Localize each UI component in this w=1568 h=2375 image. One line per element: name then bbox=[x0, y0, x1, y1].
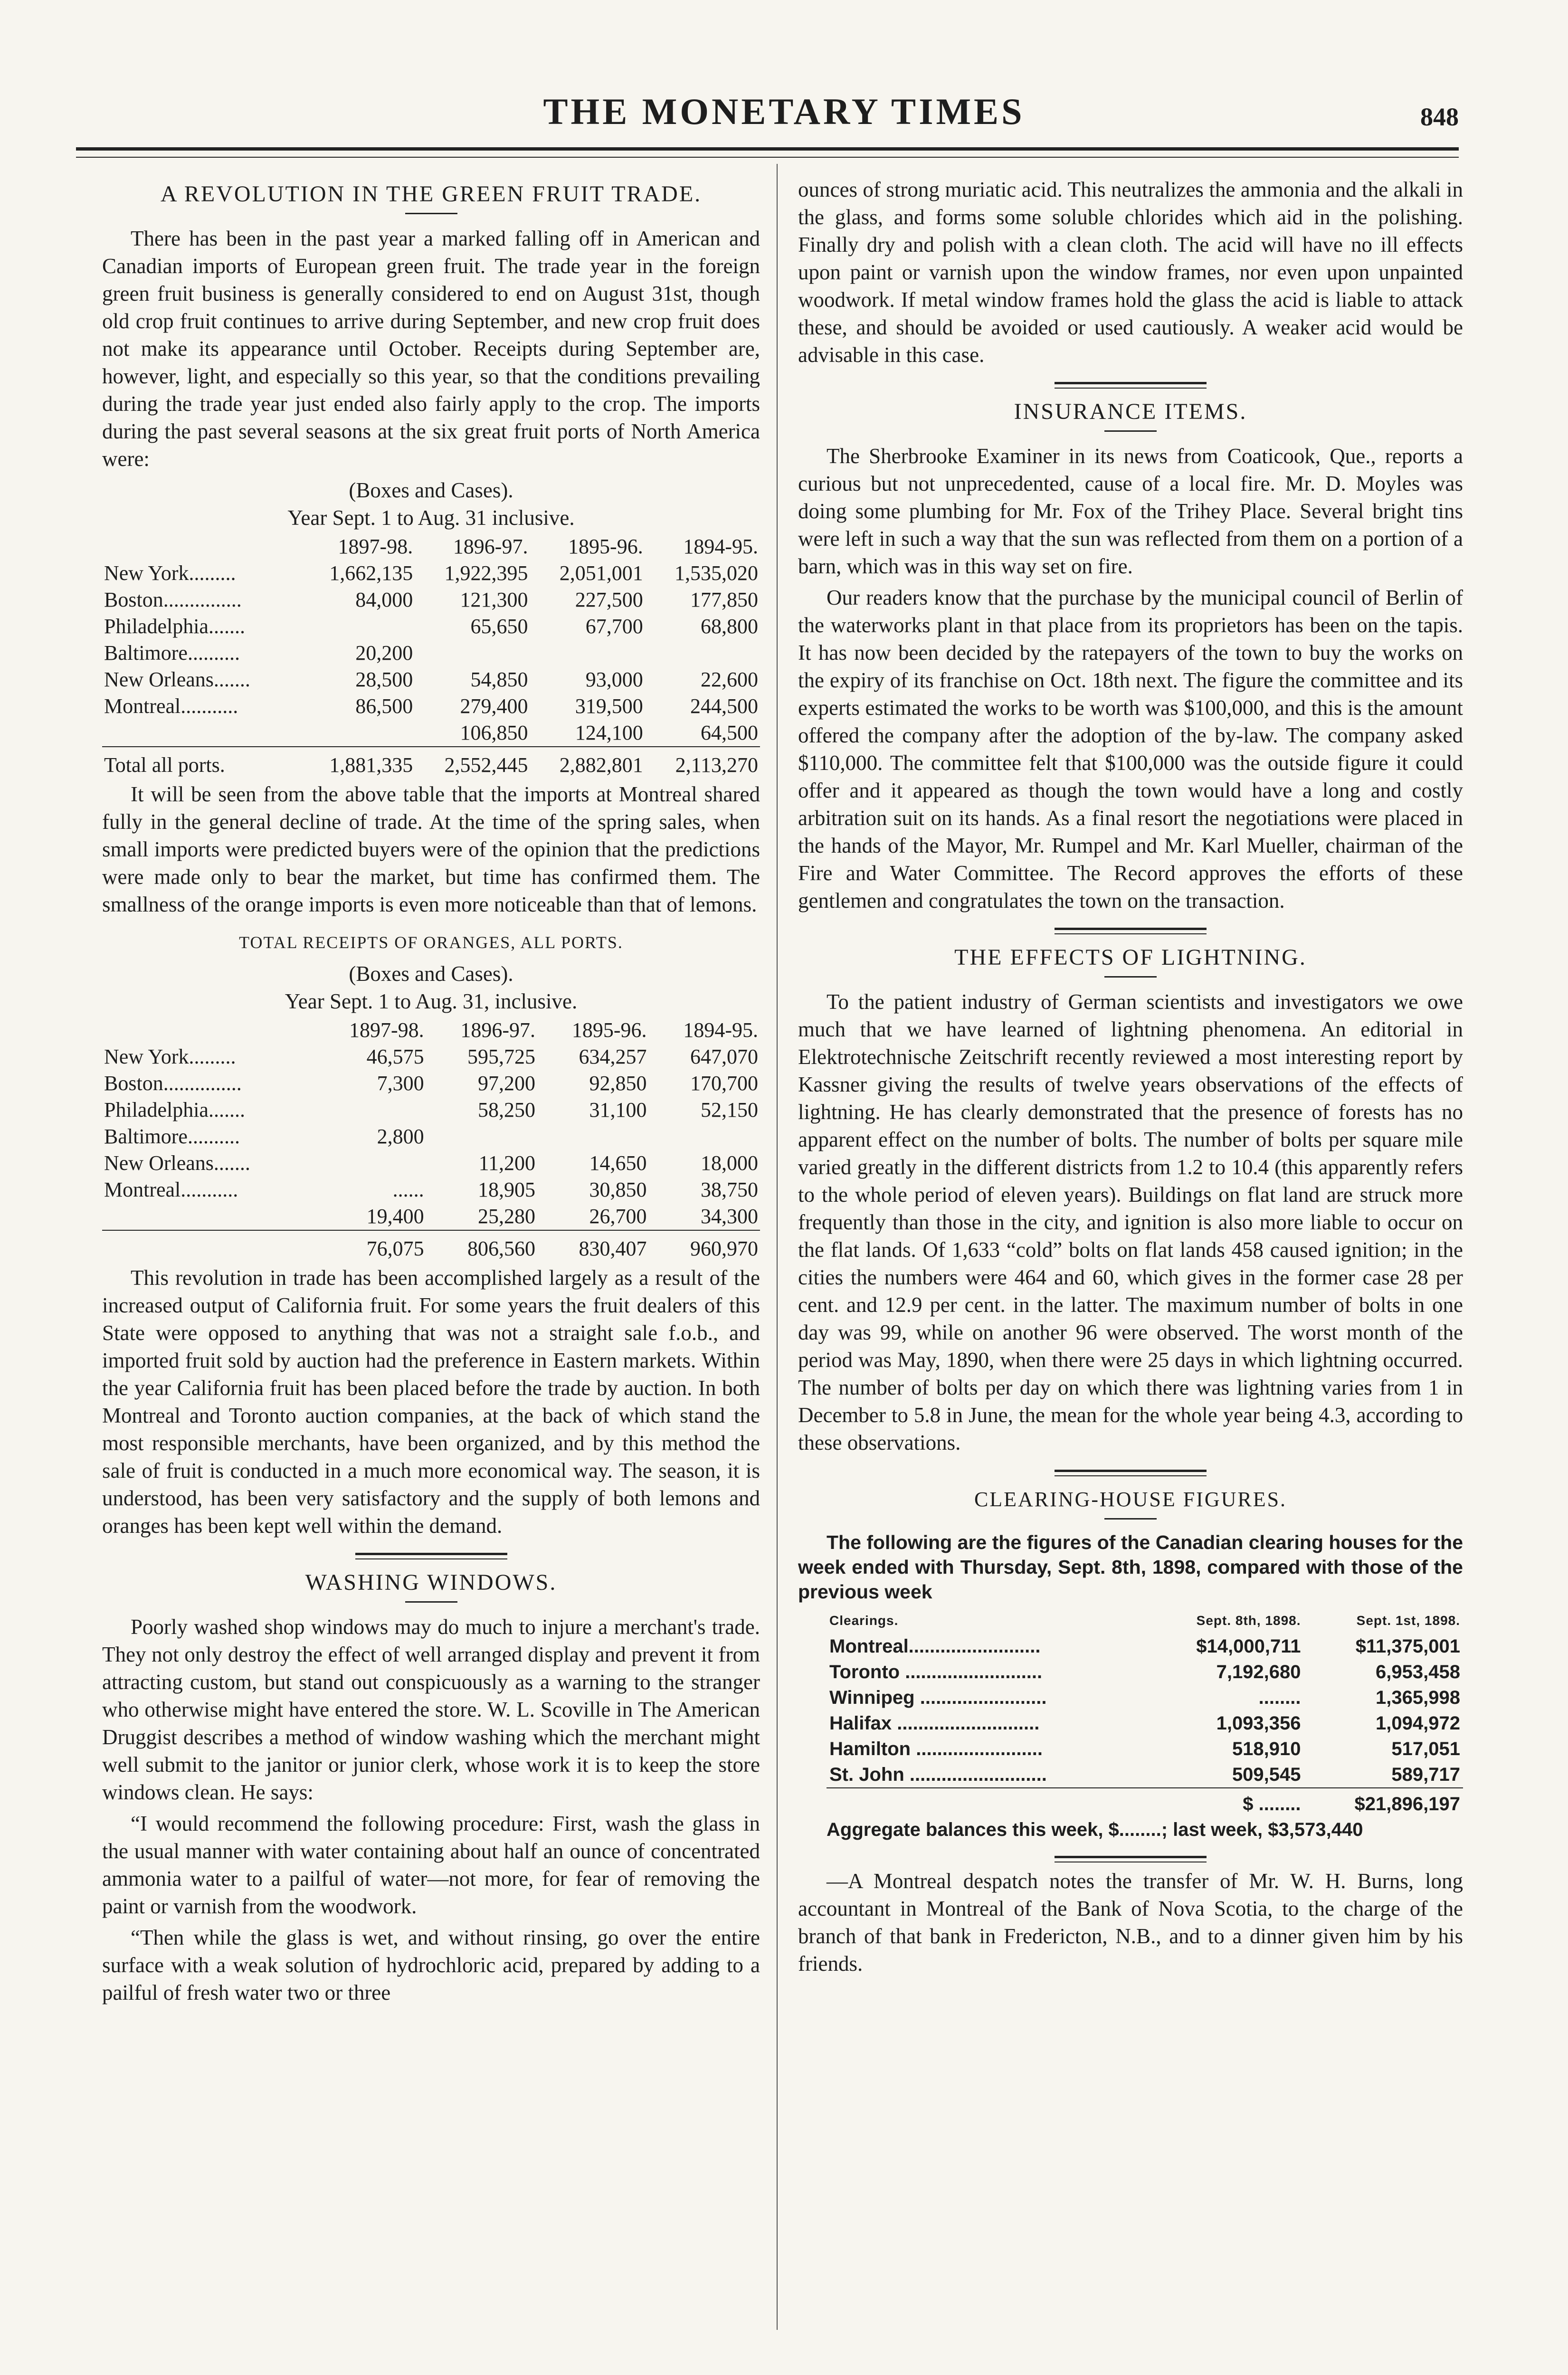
cell: 2,051,001 bbox=[559, 561, 643, 585]
cell: 54,850 bbox=[470, 668, 528, 691]
article-title-clearing-house: CLEARING-HOUSE FIGURES. bbox=[974, 1488, 1287, 1511]
city-name: St. John .......................... bbox=[829, 1764, 1047, 1785]
cell: 319,500 bbox=[575, 694, 643, 718]
table-heading: TOTAL RECEIPTS OF ORANGES, ALL PORTS. bbox=[239, 933, 623, 952]
cell bbox=[530, 640, 645, 666]
table-row bbox=[102, 1097, 760, 1123]
cell: 595,725 bbox=[467, 1045, 536, 1068]
table-header-row bbox=[827, 1608, 1463, 1634]
cell: 46,575 bbox=[366, 1045, 424, 1068]
header-rule bbox=[76, 147, 1459, 151]
table-total-row bbox=[102, 747, 760, 779]
table-row bbox=[827, 1710, 1463, 1736]
cell: 106,850 bbox=[460, 721, 528, 744]
header-rule-thin bbox=[76, 157, 1459, 158]
cell: 92,850 bbox=[589, 1072, 647, 1095]
cell: 634,257 bbox=[579, 1045, 647, 1068]
table-row bbox=[102, 587, 760, 613]
cell: 58,250 bbox=[478, 1098, 536, 1121]
table-row bbox=[102, 1203, 760, 1230]
cell: 22,600 bbox=[701, 668, 758, 691]
cell: 64,500 bbox=[701, 721, 758, 744]
port-name: New Orleans....... bbox=[104, 1151, 250, 1175]
cell: 18,000 bbox=[701, 1151, 758, 1175]
cell bbox=[426, 1123, 537, 1150]
total-cell: 830,407 bbox=[537, 1230, 648, 1262]
section-separator bbox=[355, 1553, 507, 1559]
cell: $11,375,001 bbox=[1355, 1636, 1460, 1657]
cell: 52,150 bbox=[701, 1098, 758, 1121]
cell: 34,300 bbox=[701, 1205, 758, 1228]
cell: 7,192,680 bbox=[1216, 1662, 1301, 1682]
cell: 11,200 bbox=[478, 1151, 536, 1175]
clearing-intro: The following are the figures of the Canadian clearing houses for the week ended with Thursday, Sept. 8th, 1898, compared with those of the previous week bbox=[798, 1531, 1463, 1603]
column-header: 1894-95. bbox=[683, 535, 758, 558]
cell: 26,700 bbox=[589, 1205, 647, 1228]
title-dash bbox=[405, 1601, 457, 1603]
page-number: 848 bbox=[1420, 103, 1459, 131]
cell: 68,800 bbox=[701, 615, 758, 638]
cell: 589,717 bbox=[1391, 1764, 1460, 1785]
city-name: Toronto .......................... bbox=[829, 1662, 1043, 1682]
port-name: New Orleans....... bbox=[104, 668, 250, 691]
column-header: Sept. 8th, 1898. bbox=[1196, 1613, 1301, 1628]
cell: 38,750 bbox=[701, 1178, 758, 1201]
total-cell: 2,882,801 bbox=[530, 747, 645, 779]
cell: 25,280 bbox=[478, 1205, 536, 1228]
column-header: 1897-98. bbox=[338, 535, 413, 558]
cell bbox=[415, 640, 530, 666]
cell: 279,400 bbox=[460, 694, 528, 718]
title-dash bbox=[1104, 430, 1157, 432]
port-name bbox=[102, 720, 300, 747]
cell: 28,500 bbox=[355, 668, 413, 691]
fruit-imports-table bbox=[102, 533, 760, 779]
paragraph: —A Montreal despatch notes the transfer of Mr. W. H. Burns, long accountant in Montreal of the Bank of Nova Scotia, to the charge of the branch of that bank in Fredericton, N.B., and to a dinner given him by his friends. bbox=[798, 1869, 1463, 1976]
table-header-row bbox=[102, 1017, 760, 1044]
right-column bbox=[798, 176, 1463, 1981]
cell: 84,000 bbox=[355, 588, 413, 611]
total-cell: 76,075 bbox=[314, 1230, 426, 1262]
port-name: Philadelphia....... bbox=[104, 1098, 245, 1121]
section-separator bbox=[1055, 928, 1207, 934]
port-name: Boston............... bbox=[104, 1072, 242, 1095]
cell: 124,100 bbox=[575, 721, 643, 744]
cell: 227,500 bbox=[575, 588, 643, 611]
city-name: Montreal......................... bbox=[829, 1636, 1041, 1657]
total-cell: 1,881,335 bbox=[300, 747, 415, 779]
table-total-row bbox=[827, 1788, 1463, 1817]
cell: $14,000,711 bbox=[1196, 1636, 1301, 1657]
cell: 2,800 bbox=[377, 1125, 424, 1148]
cell: 19,400 bbox=[366, 1205, 424, 1228]
cell: 177,850 bbox=[690, 588, 758, 611]
table-row bbox=[102, 613, 760, 640]
total-cell: 2,113,270 bbox=[645, 747, 760, 779]
cell: 93,000 bbox=[585, 668, 643, 691]
table-row bbox=[827, 1685, 1463, 1710]
paragraph: “I would recommend the following procedure: First, wash the glass in the usual manner with water containing about half an ounce of concentrated ammonia water to a pailful of water—not more, for fear of removing the paint or varnish from the woodwork. bbox=[102, 1812, 760, 1918]
paragraph: Poorly washed shop windows may do much to injure a merchant's trade. They not only destroy the effect of well arranged display and prevent it from attracting custom, but stand out conspicuously as a warning to the stranger who otherwise might have entered the store. W. L. Scoville in The American Druggist describes a method of window washing which the merchant might well submit to the janitor or junior clerk, whose work it is to keep the store windows clean. He says: bbox=[102, 1615, 760, 1804]
cell: 97,200 bbox=[478, 1072, 536, 1095]
table-period: Year Sept. 1 to Aug. 31, inclusive. bbox=[285, 989, 578, 1013]
port-name: Montreal........... bbox=[104, 694, 238, 718]
column-header: 1895-96. bbox=[571, 1018, 647, 1042]
table-units: (Boxes and Cases). bbox=[349, 478, 513, 502]
total-cell: 960,970 bbox=[649, 1230, 760, 1262]
cell: 1,093,356 bbox=[1216, 1713, 1301, 1734]
column-header: 1897-98. bbox=[349, 1018, 424, 1042]
paragraph: There has been in the past year a marked falling off in American and Canadian imports of European green fruit. The trade year in the foreign green fruit business is generally considered to end on August 31st, though old crop fruit continues to arrive during September, and new crop fruit does not make its appearance until October. Receipts during September are, however, light, and especially so this year, so that the conditions prevailing during the trade year just ended also fairly apply to the crop. The imports during the past several seasons at the six great fruit ports of North America were: bbox=[102, 227, 760, 471]
cell bbox=[300, 720, 415, 747]
port-name: Philadelphia....... bbox=[104, 615, 245, 638]
cell bbox=[314, 1097, 426, 1123]
table-row bbox=[102, 693, 760, 720]
paragraph: To the patient industry of German scientists and investigators we owe much that we have learned of lightning phenomena. An editorial in Elektrotechnische Zeitschrift recently reviewed a most interesting report by Kassner giving the results of twelve years observations of the effects of lightning. He has clearly demonstrated that the presence of forests has no apparent effect on the number of bolts. The number of bolts per square mile varied greatly in the different districts from 1.2 to 10.4 (this apparently refers to the whole period of eleven years). Buildings on flat land are struck more frequently than those in the city, and ignition is also more liable to occur on the flat lands. Of 1,633 “cold” bolts on flat lands 458 caused ignition; in the cities the numbers were 464 and 60, which gives in the former case 28 per cent. and 12.9 per cent. in the latter. The maximum number of bolts in one day was 99, while on another 96 were observed. The worst month of the period was May, 1890, when there were 25 days in which lightning occurred. The number of bolts per day on which there was lightning varies from 1 in December to 5.8 in June, the mean for the whole year being 4.3, according to these observations. bbox=[798, 990, 1463, 1454]
column-header: Sept. 1st, 1898. bbox=[1356, 1613, 1460, 1628]
city-name: Halifax ........................... bbox=[829, 1713, 1040, 1734]
orange-receipts-table bbox=[102, 1017, 760, 1262]
column-header: Clearings. bbox=[829, 1613, 899, 1628]
cell: ...... bbox=[392, 1178, 424, 1201]
cell: 30,850 bbox=[589, 1178, 647, 1201]
port-name bbox=[102, 1203, 314, 1230]
table-row bbox=[827, 1634, 1463, 1659]
table-row bbox=[102, 1177, 760, 1203]
column-header: 1896-97. bbox=[460, 1018, 536, 1042]
total-cell: 806,560 bbox=[426, 1230, 537, 1262]
paragraph: This revolution in trade has been accomplished largely as a result of the increased output of California fruit. For some years the fruit dealers of this State were opposed to anything that was not a straight sale f.o.b., and imported fruit sold by auction had the preference in Eastern markets. Within the year California fruit has been placed before the trade by auction. In both Montreal and Toronto auction companies, at the back of which stand the most responsible merchants, have been organized, and by this method the sale of fruit is conducted in a much more economical way. The season, it is understood, has been very satisfactory and the supply of both lemons and oranges has been kept well within the demand. bbox=[102, 1266, 760, 1538]
table-row bbox=[102, 1123, 760, 1150]
left-column bbox=[102, 171, 760, 2010]
cell bbox=[649, 1123, 760, 1150]
table-row bbox=[102, 666, 760, 693]
article-title-green-fruit: A REVOLUTION IN THE GREEN FRUIT TRADE. bbox=[160, 181, 702, 207]
table-row bbox=[102, 720, 760, 747]
title-dash bbox=[405, 213, 457, 214]
table-period: Year Sept. 1 to Aug. 31 inclusive. bbox=[287, 506, 575, 530]
cell: 7,300 bbox=[377, 1072, 424, 1095]
cell: 6,953,458 bbox=[1376, 1662, 1460, 1682]
total-label bbox=[102, 1230, 314, 1262]
table-row bbox=[827, 1736, 1463, 1762]
cell: 170,700 bbox=[690, 1072, 758, 1095]
table-row bbox=[102, 560, 760, 587]
port-name: Montreal........... bbox=[104, 1178, 238, 1201]
cell: 1,094,972 bbox=[1376, 1713, 1460, 1734]
cell bbox=[300, 613, 415, 640]
cell: 1,922,395 bbox=[444, 561, 528, 585]
table-row bbox=[827, 1659, 1463, 1685]
cell: 14,650 bbox=[589, 1151, 647, 1175]
cell: 244,500 bbox=[690, 694, 758, 718]
cell: 647,070 bbox=[690, 1045, 758, 1068]
cell: 65,650 bbox=[470, 615, 528, 638]
cell: 18,905 bbox=[478, 1178, 536, 1201]
table-row bbox=[102, 640, 760, 666]
city-name: Winnipeg ........................ bbox=[829, 1687, 1047, 1708]
table-units: (Boxes and Cases). bbox=[349, 962, 513, 986]
port-name: Boston............... bbox=[104, 588, 242, 611]
cell: 509,545 bbox=[1232, 1764, 1301, 1785]
cell: 1,535,020 bbox=[675, 561, 758, 585]
aggregate-balances: Aggregate balances this week, $........; last week, $3,573,440 bbox=[827, 1819, 1363, 1840]
cell: 1,662,135 bbox=[329, 561, 413, 585]
cell: 20,200 bbox=[355, 641, 413, 665]
cell: 517,051 bbox=[1391, 1738, 1460, 1759]
port-name: New York......... bbox=[104, 561, 236, 585]
cell: 67,700 bbox=[585, 615, 643, 638]
cell bbox=[314, 1150, 426, 1177]
cell bbox=[645, 640, 760, 666]
title-dash bbox=[1104, 1518, 1157, 1520]
column-header: 1896-97. bbox=[453, 535, 528, 558]
cell: ........ bbox=[1258, 1687, 1301, 1708]
section-separator bbox=[1055, 1856, 1207, 1862]
total-label: Total all ports. bbox=[102, 747, 300, 779]
port-name: Baltimore.......... bbox=[104, 1125, 240, 1148]
total-cell: 2,552,445 bbox=[415, 747, 530, 779]
article-title-insurance-items: INSURANCE ITEMS. bbox=[1014, 399, 1247, 424]
table-row bbox=[102, 1044, 760, 1070]
paragraph: The Sherbrooke Examiner in its news from Coaticook, Que., reports a curious but not unprecedented, cause of a local fire. Mr. D. Moyles was doing some plumbing for Mr. Fox of the Trihey Place. Several bright tins were left in such a way that the sun was reflected from them on a portion of a barn, which was in this way set on fire. bbox=[798, 444, 1463, 578]
cell: 121,300 bbox=[460, 588, 528, 611]
paragraph: ounces of strong muriatic acid. This neutralizes the ammonia and the alkali in the glass, and forms some soluble chlorides which aid in the polishing. Finally dry and polish with a clean cloth. The acid will have no ill effects upon paint or varnish upon the window frames, nor even upon unpainted woodwork. If metal window frames hold the glass the acid is liable to attack these, and should be avoided or used cautiously. A weaker acid would be advisable in this case. bbox=[798, 178, 1463, 367]
cell: 1,365,998 bbox=[1376, 1687, 1460, 1708]
article-title-effects-of-lightning: THE EFFECTS OF LIGHTNING. bbox=[954, 945, 1307, 970]
port-name: New York......... bbox=[104, 1045, 236, 1068]
title-dash bbox=[1104, 976, 1157, 978]
cell bbox=[537, 1123, 648, 1150]
section-separator bbox=[1055, 382, 1207, 389]
total-cell: $21,896,197 bbox=[1304, 1788, 1463, 1817]
column-divider bbox=[777, 164, 778, 2330]
table-header-row bbox=[102, 533, 760, 560]
paragraph: It will be seen from the above table that the imports at Montreal shared fully in the general decline of trade. At the time of the spring sales, when small imports were predicted buyers were of the opinion that the predictions were made only to bear the market, but time has confirmed them. The smallness of the orange imports is even more noticeable than that of lemons. bbox=[102, 782, 760, 916]
cell: 31,100 bbox=[589, 1098, 647, 1121]
column-header: 1894-95. bbox=[683, 1018, 758, 1042]
port-name: Baltimore.......... bbox=[104, 641, 240, 665]
cell: 86,500 bbox=[355, 694, 413, 718]
table-row bbox=[827, 1762, 1463, 1788]
column-header: 1895-96. bbox=[568, 535, 643, 558]
table-total-row bbox=[102, 1230, 760, 1262]
article-title-washing-windows: WASHING WINDOWS. bbox=[305, 1570, 557, 1595]
table-row bbox=[102, 1150, 760, 1177]
section-separator bbox=[1055, 1470, 1207, 1476]
paragraph: “Then while the glass is wet, and without rinsing, go over the entire surface with a weak solution of hydrochloric acid, prepared by adding to a pailful of fresh water two or three bbox=[102, 1926, 760, 2004]
total-cell: $ ........ bbox=[1146, 1788, 1303, 1817]
paragraph: Our readers know that the purchase by the municipal council of Berlin of the waterworks plant in that place from its proprietors has been on the tapis. It has now been decided by the ratepayers of the town to buy the works on the expiry of its franchise on Oct. 18th next. The figure the committee and its experts estimated the works to be worth was $100,000, and this is the amount offered the company after the adoption of the by-law. The company asked $110,000. The committee felt that $100,000 was the outside figure it could offer and it appeared as though the town would have a long and costly arbitration suit on its hands. As a final resort the negotiations were placed in the hands of the Mayor, Mr. Rumpel and Mr. Karl Mueller, chairman of the Fire and Water Committee. The Record approves the efforts of these gentlemen and congratulates the town on the transaction. bbox=[798, 586, 1463, 912]
masthead-title: THE MONETARY TIMES bbox=[543, 91, 1025, 132]
clearing-house-table bbox=[827, 1608, 1463, 1817]
cell: 518,910 bbox=[1232, 1738, 1301, 1759]
city-name: Hamilton ........................ bbox=[829, 1738, 1043, 1759]
table-row bbox=[102, 1070, 760, 1097]
